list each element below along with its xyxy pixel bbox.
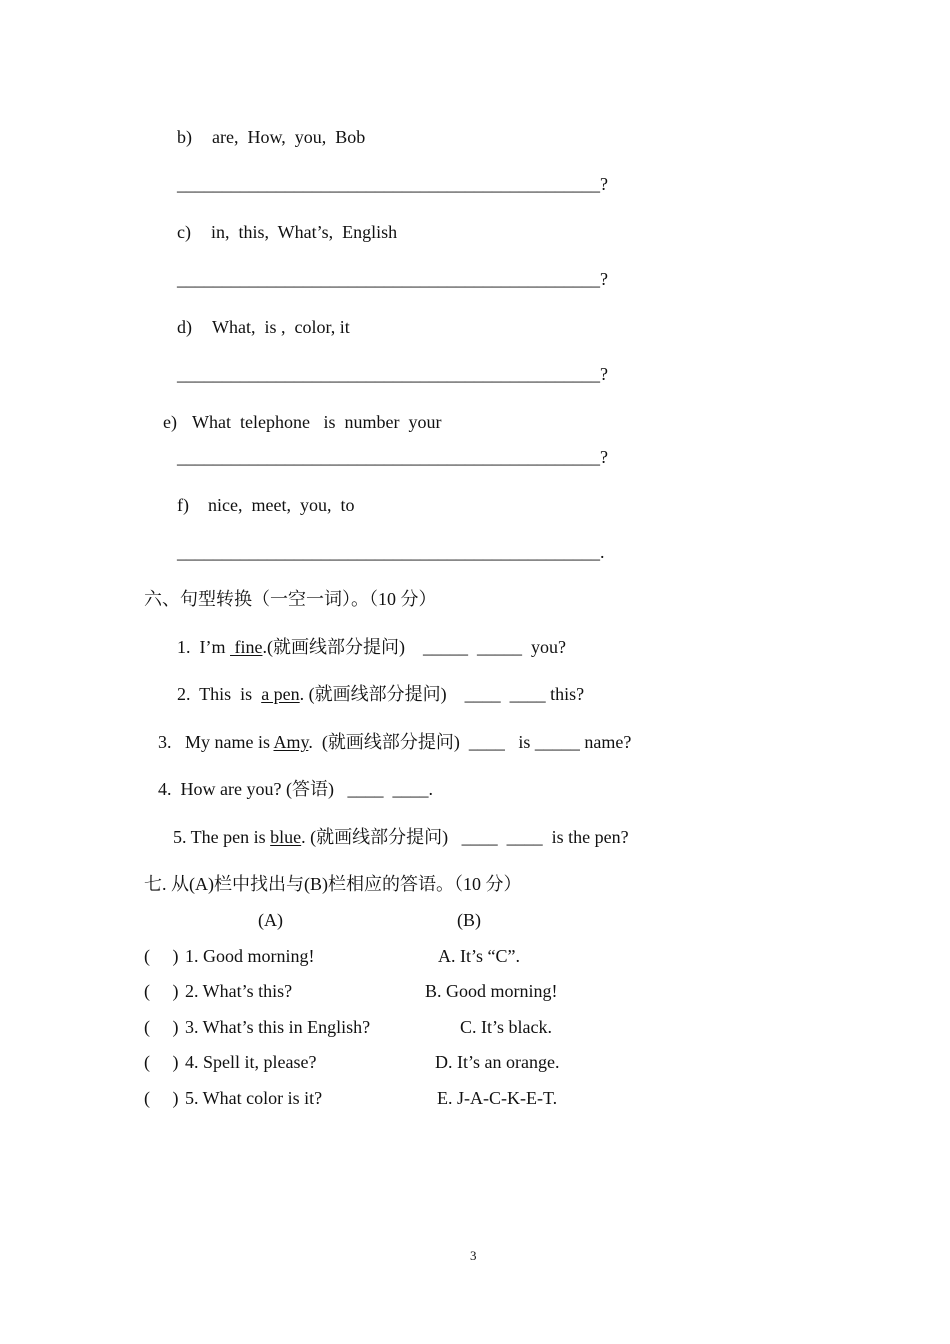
q2-rest: . (就画线部分提问) ____ ____ this? [299,684,585,704]
column-b-header: (B) [457,910,481,930]
match-question-5: 5. What color is it? [185,1088,323,1108]
end-punct: ? [600,364,608,384]
q5-underlined: blue [270,827,302,847]
answer-paren: ( ) [144,1088,179,1108]
column-a-header: (A) [258,910,283,930]
answer-blank: _______________________________________________ [177,364,600,384]
item-e-answer-line [177,446,608,468]
answer-blank: _______________________________________________ [177,269,600,289]
match-question-3: 3. What’s this in English? [185,1017,371,1037]
part6-question-3 [158,731,631,753]
item-b-label: b) [177,127,192,147]
part6-question-1 [177,636,566,658]
q3-rest: . (就画线部分提问) ____ is _____ name? [308,732,632,752]
answer-paren: ( ) [144,1017,179,1037]
answer-paren: ( ) [144,946,179,966]
item-d-words: What, is , color, it [212,317,350,337]
answer-paren: ( ) [144,981,179,1001]
part6-question-5 [173,826,629,848]
item-b-answer-line [177,173,608,195]
match-answer-c: C. It’s black. [460,1017,552,1037]
item-f-words: nice, meet, you, to [208,495,355,515]
q3-underlined: Amy [273,732,309,752]
match-question-4: 4. Spell it, please? [185,1052,317,1072]
q1-underlined: fine [230,637,263,657]
part7-title: 七. 从(A)栏中找出与(B)栏相应的答语。（10 分） [144,874,522,894]
page-number: 3 [470,1248,477,1263]
item-c-words: in, this, What’s, English [211,222,398,242]
match-answer-e: E. J-A-C-K-E-T. [437,1088,558,1108]
end-punct: ? [600,269,608,289]
item-c-label: c) [177,222,191,242]
item-d-answer-line [177,363,608,385]
item-f-label: f) [177,495,189,515]
q3-text: 3. My name is [158,732,274,752]
end-punct: ? [600,447,608,467]
answer-blank: _______________________________________________ [177,447,600,467]
answer-paren: ( ) [144,1052,179,1072]
end-punct: . [600,542,605,562]
q5-rest: . (就画线部分提问) ____ ____ is the pen? [301,827,629,847]
match-question-2: 2. What’s this? [185,981,293,1001]
part6-question-4: 4. How are you? (答语) ____ ____. [158,779,433,799]
q2-underlined: a pen [261,684,300,704]
item-e-words: What telephone is number your [192,412,442,432]
item-d-label: d) [177,317,192,337]
item-c-answer-line [177,268,608,290]
q5-text: 5. The pen is [173,827,271,847]
q2-text: 2. This is [177,684,262,704]
item-f-answer-line [177,541,605,563]
match-question-1: 1. Good morning! [185,946,315,966]
q1-rest: .(就画线部分提问) _____ _____ you? [262,637,566,657]
part6-title: 六、句型转换（一空一词）。（10 分） [144,589,437,609]
match-answer-d: D. It’s an orange. [435,1052,560,1072]
part6-question-2 [177,683,584,705]
q1-text: 1. I’m [177,637,230,657]
match-answer-a: A. It’s “C”. [438,946,520,966]
end-punct: ? [600,174,608,194]
match-answer-b: B. Good morning! [425,981,558,1001]
answer-blank: _______________________________________________ [177,174,600,194]
answer-blank: _______________________________________________ [177,542,600,562]
item-b-words: are, How, you, Bob [212,127,366,147]
item-e-label: e) [163,412,177,432]
